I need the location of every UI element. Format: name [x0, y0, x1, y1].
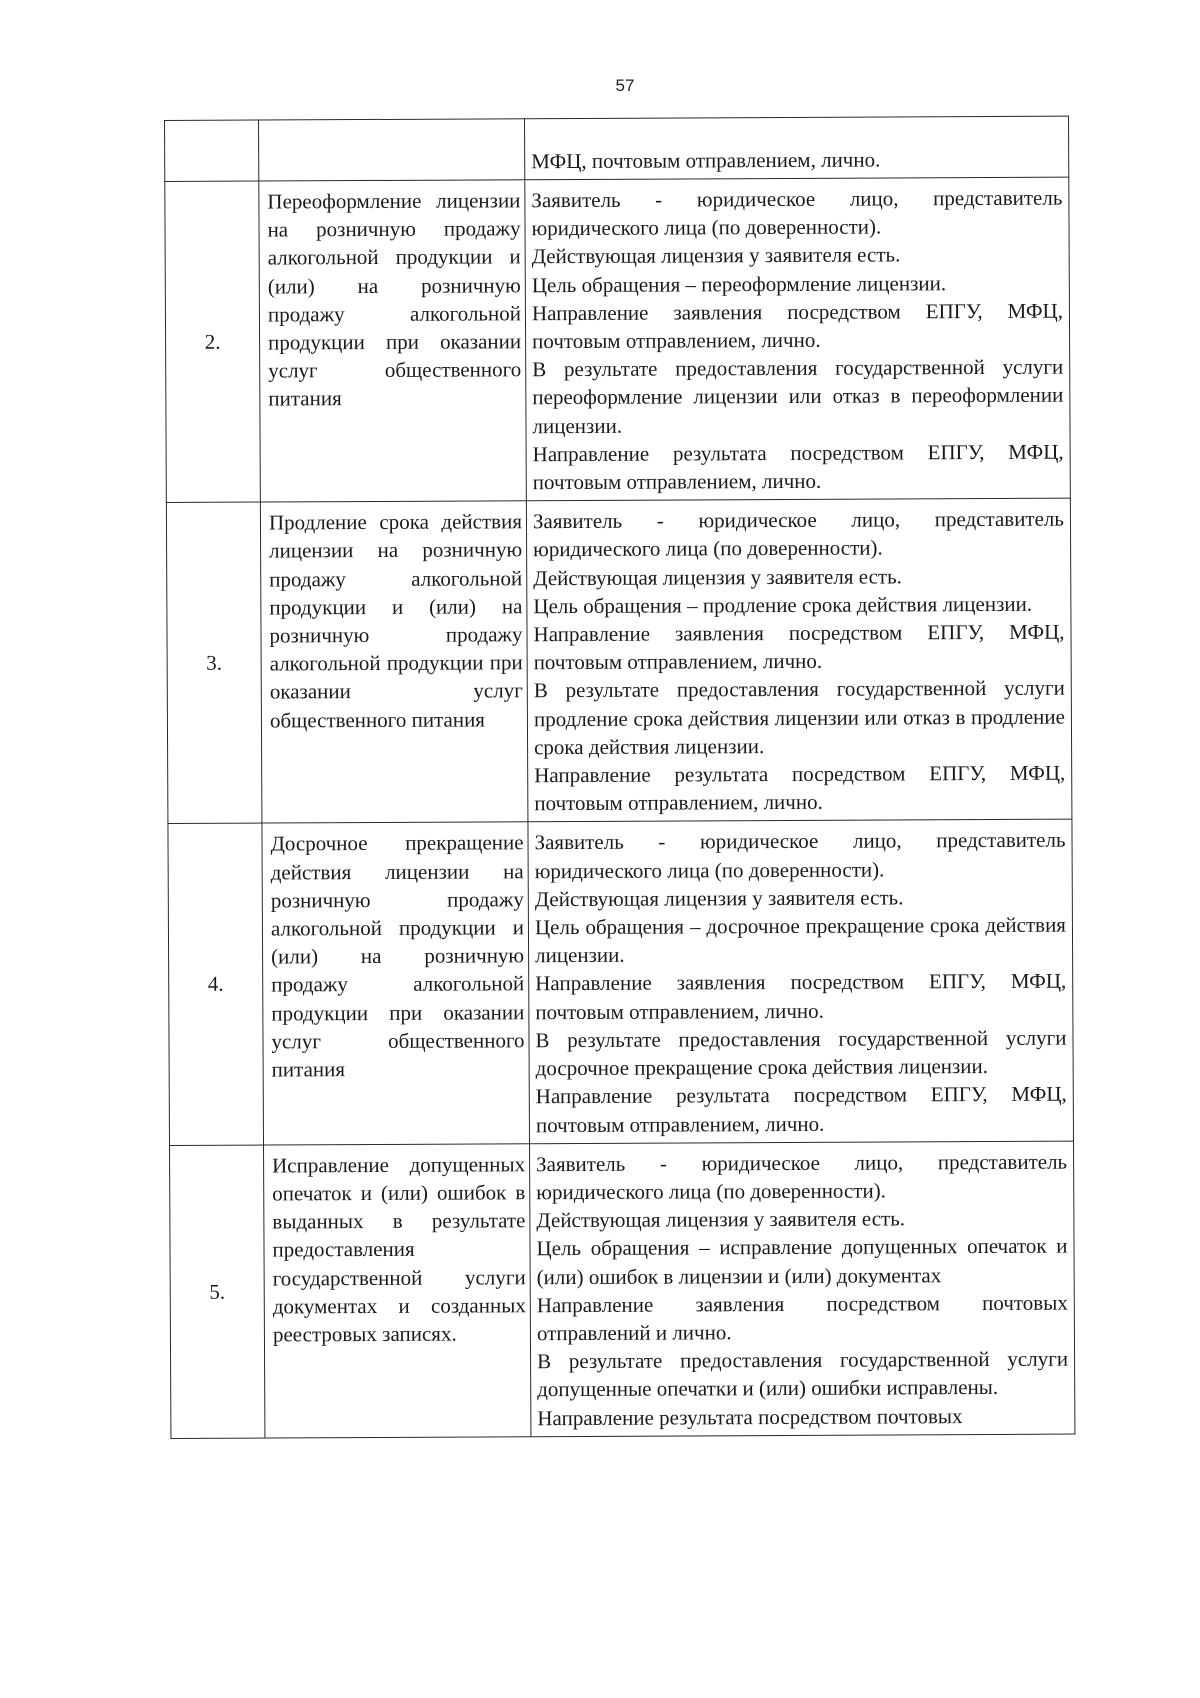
description-paragraph: Заявитель - юридическое лицо, представитель юридического лица (по доверенности).	[531, 185, 1063, 241]
description-paragraph: Цель обращения – переоформление лицензии.	[531, 270, 947, 297]
description-paragraph: В результате предоставления государственной услуги переоформление лицензии или отказ в переоформлении лицензии.	[532, 354, 1064, 438]
description-paragraph: Направление заявления посредством ЕПГУ, МФЦ, почтовым отправлением, лично.	[535, 969, 1067, 1024]
cell-continuation	[524, 116, 1068, 180]
description-paragraph: Заявитель - юридическое лицо, представитель юридического лица (по доверенности).	[532, 506, 1065, 562]
service-name: Переоформление лицензии на розничную продажу алкогольной продукции и (или) на розничную продажу алкогольной продукции при оказании услуг общественного питания	[259, 180, 527, 503]
description-paragraph: Направление заявления посредством ЕПГУ, МФЦ, почтовым отправлением, лично.	[531, 298, 1063, 354]
table-row	[165, 177, 1071, 503]
service-name: Продление срока действия лицензии на розничную продажу алкогольной продукции и (или) на розничную продажу алкогольной продукции при оказании услуг общественного питания	[260, 501, 528, 824]
cell-number-empty	[165, 120, 259, 181]
continuation-text: МФЦ, почтовым отправлением, лично.	[531, 147, 881, 174]
description-paragraph: Заявитель - юридическое лицо, представитель юридического лица (по доверенности).	[536, 1149, 1068, 1205]
table-row	[168, 820, 1074, 1146]
cell-service-empty	[259, 119, 525, 181]
table-row	[166, 498, 1072, 824]
service-name: Исправление допущенных опечаток и (или) ошибок в выданных в результате предоставления государственной услуги документах и созданных реестровых записях.	[264, 1143, 531, 1437]
services-table	[164, 116, 1075, 1439]
description-paragraph: Заявитель - юридическое лицо, представитель юридического лица (по доверенности).	[534, 828, 1066, 883]
description-paragraph: Направление заявления посредством ЕПГУ, МФЦ, почтовым отправлением, лично.	[533, 619, 1065, 675]
table-row-continuation	[165, 116, 1069, 181]
row-number: 4.	[168, 823, 264, 1145]
description-paragraph: Цель обращения – досрочное прекращение срока действия лицензии.	[534, 912, 1067, 968]
service-description	[525, 177, 1071, 501]
description-paragraph: Направление заявления посредством почтовых отправлений и лично.	[536, 1290, 1068, 1346]
row-number: 3.	[166, 502, 262, 824]
service-description	[528, 820, 1074, 1144]
description-paragraph: Направление результата посредством ЕПГУ, МФЦ, почтовым отправлением, лично.	[532, 439, 1064, 495]
service-description	[526, 498, 1072, 822]
description-paragraph: Цель обращения – исправление допущенных опечаток и (или) ошибок в лицензии и (или) документах	[536, 1233, 1068, 1289]
row-number: 2.	[165, 181, 261, 503]
description-paragraph: Направление результата посредством почтовых	[537, 1403, 963, 1430]
description-paragraph: Цель обращения – продление срока действия лицензии.	[533, 591, 1033, 619]
row-number: 5.	[170, 1145, 265, 1438]
description-paragraph: Действующая лицензия у заявителя есть.	[536, 1206, 906, 1233]
service-description	[530, 1141, 1075, 1437]
description-paragraph: В результате предоставления государственной услуги продление срока действия лицензии или отказ в продление срока действия лицензии.	[533, 676, 1065, 760]
description-paragraph: Действующая лицензия у заявителя есть.	[531, 242, 901, 269]
description-paragraph: Направление результата посредством ЕПГУ, МФЦ, почтовым отправлением, лично.	[534, 760, 1066, 816]
description-paragraph: Действующая лицензия у заявителя есть.	[533, 564, 902, 590]
description-paragraph: В результате предоставления государственной услуги допущенные опечатки и (или) ошибки исправлены.	[537, 1346, 1069, 1402]
description-paragraph: Действующая лицензия у заявителя есть.	[534, 885, 904, 912]
table-row	[170, 1141, 1075, 1438]
service-name: Досрочное прекращение действия лицензии на розничную продажу алкогольной продукции и (или) на розничную продажу алкогольной продукции при оказании услуг общественного питания	[262, 822, 530, 1145]
description-paragraph: В результате предоставления государственной услуги досрочное прекращение срока действия лицензии.	[535, 1025, 1067, 1081]
page-number: 57	[615, 76, 635, 95]
description-paragraph: Направление результата посредством ЕПГУ, МФЦ, почтовым отправлением, лично.	[535, 1081, 1067, 1137]
